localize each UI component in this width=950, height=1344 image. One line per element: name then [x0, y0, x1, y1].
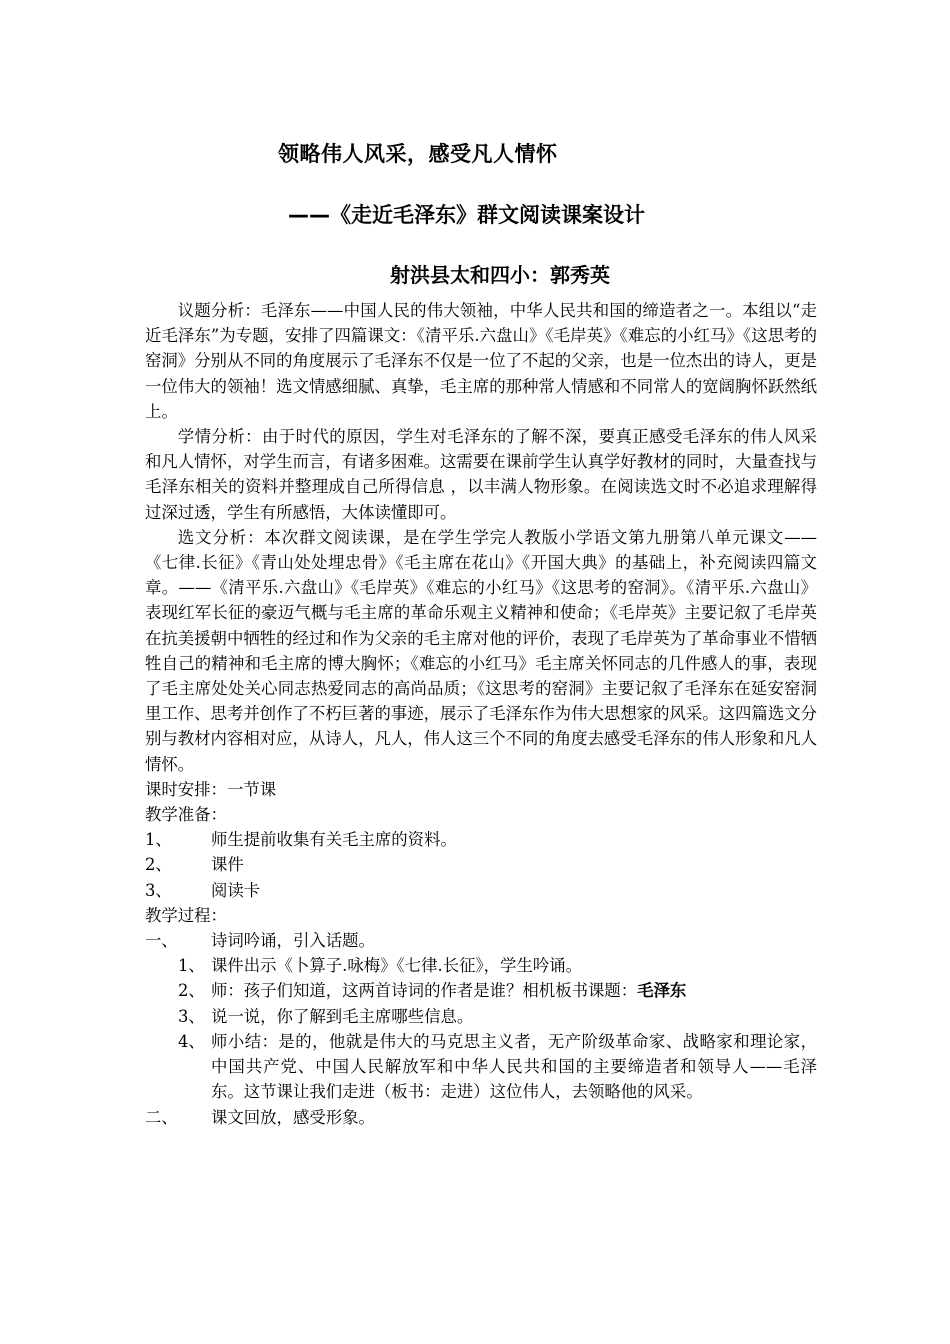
list-text: 师生提前收集有关毛主席的资料。 [211, 830, 457, 850]
document-subtitle: ——《走近毛泽东》群文阅读课案设计 [288, 203, 645, 227]
section-number: 二、 [145, 1107, 178, 1127]
list-text: 说一说，你了解到毛主席哪些信息。 [211, 1006, 474, 1026]
process-step [178, 1029, 817, 1105]
step-text: 师：孩子们知道，这两首诗词的作者是谁？相机板书课题： [211, 981, 638, 1001]
paragraph-text-analysis: 选文分析：本次群文阅读课，是在学生学完人教版小学语文第九册第八单元课文——《七律.长征》《青山处处埋忠骨》《毛主席在花山》《开国大典》的基础上，补充阅读四篇文章。——《清平乐.六盘山》《毛岸英》《难忘的小红马》《这思考的窑洞》。《清平乐.六盘山》表现红军长征的豪迈气概与毛主席的革命乐观主义精神和使命；《毛岸英》主要记叙了毛岸英在抗美援朝中牺牲的经过和作为父亲的毛主席对他的评价，表现了毛岸英为了革命事业不惜牺牲自己的精神和毛主席的博大胸怀；《难忘的小红马》毛主席关怀同志的几件感人的事，表现了毛主席处处关心同志热爱同志的高尚品质；《这思考的窑洞》主要记叙了毛泽东在延安窑洞里工作、思考并创作了不朽巨著的事迹，展示了毛泽东作为伟大思想家的风采。这四篇选文分别与教材内容相对应，从诗人，凡人，伟人这三个不同的角度去感受毛泽东的伟人形象和凡人情怀。 [145, 527, 818, 774]
paragraph-topic-analysis: 议题分析：毛泽东——中国人民的伟大领袖，中华人民共和国的缔造者之一。本组以“走近毛泽东”为专题，安排了四篇课文：《清平乐.六盘山》《毛岸英》《难忘的小红马》《这思考的窑洞》分别从不同的角度展示了毛泽东不仅是一位了不起的父亲，也是一位杰出的诗人，更是一位伟大的领袖！选文情感细腻、真挚，毛主席的那种常人情感和不同常人的宽阔胸怀跃然纸上。 [145, 301, 818, 421]
process-step [178, 978, 817, 1003]
list-number: 2、 [145, 855, 172, 875]
prep-item [145, 878, 817, 903]
list-number: 3、 [178, 1006, 205, 1026]
section-heading [145, 928, 817, 953]
list-number: 3、 [145, 880, 172, 900]
process-heading: 教学过程： [145, 905, 227, 925]
schedule-line: 课时安排：一节课 [145, 779, 277, 799]
list-text: 课件 [211, 855, 244, 875]
list-number: 1、 [145, 830, 172, 850]
document-body [145, 298, 817, 1130]
list-text: 阅读卡 [211, 880, 261, 900]
section-title: 诗词吟诵，引入话题。 [211, 931, 375, 951]
author-line: 射洪县太和四小：郭秀英 [390, 263, 610, 287]
list-number: 1、 [178, 956, 205, 976]
list-text [211, 978, 817, 1003]
list-number: 2、 [178, 981, 205, 1001]
process-step [178, 953, 817, 978]
section-title: 课文回放，感受形象。 [211, 1107, 375, 1127]
board-title-bold: 毛泽东 [637, 981, 687, 1001]
section-number: 一、 [145, 931, 178, 951]
list-number: 4、 [178, 1031, 205, 1051]
paragraph-student-analysis: 学情分析：由于时代的原因，学生对毛泽东的了解不深，要真正感受毛泽东的伟人风采和凡人情怀，对学生而言，有诸多困难。这需要在课前学生认真学好教材的同时，大量查找与毛泽东相关的资料并整理成自己所得信息 ，以丰满人物形象。在阅读选文时不必追求理解得过深过透，学生有所感悟，大体读懂即可。 [145, 427, 818, 522]
document-title: 领略伟人风采，感受凡人情怀 [278, 142, 558, 166]
process-step [178, 1004, 817, 1029]
prep-heading: 教学准备： [145, 805, 227, 825]
prep-item [145, 827, 817, 852]
prep-item [145, 852, 817, 877]
list-text: 课件出示《卜算子.咏梅》《七律.长征》，学生吟诵。 [211, 956, 583, 976]
list-text: 师小结：是的，他就是伟大的马克思主义者，无产阶级革命家、战略家和理论家，中国共产党、中国人民解放军和中华人民共和国的主要缔造者和领导人——毛泽东。这节课让我们走进（板书：走进）这位伟人，去领略他的风采。 [211, 1031, 817, 1102]
section-heading [145, 1105, 817, 1130]
